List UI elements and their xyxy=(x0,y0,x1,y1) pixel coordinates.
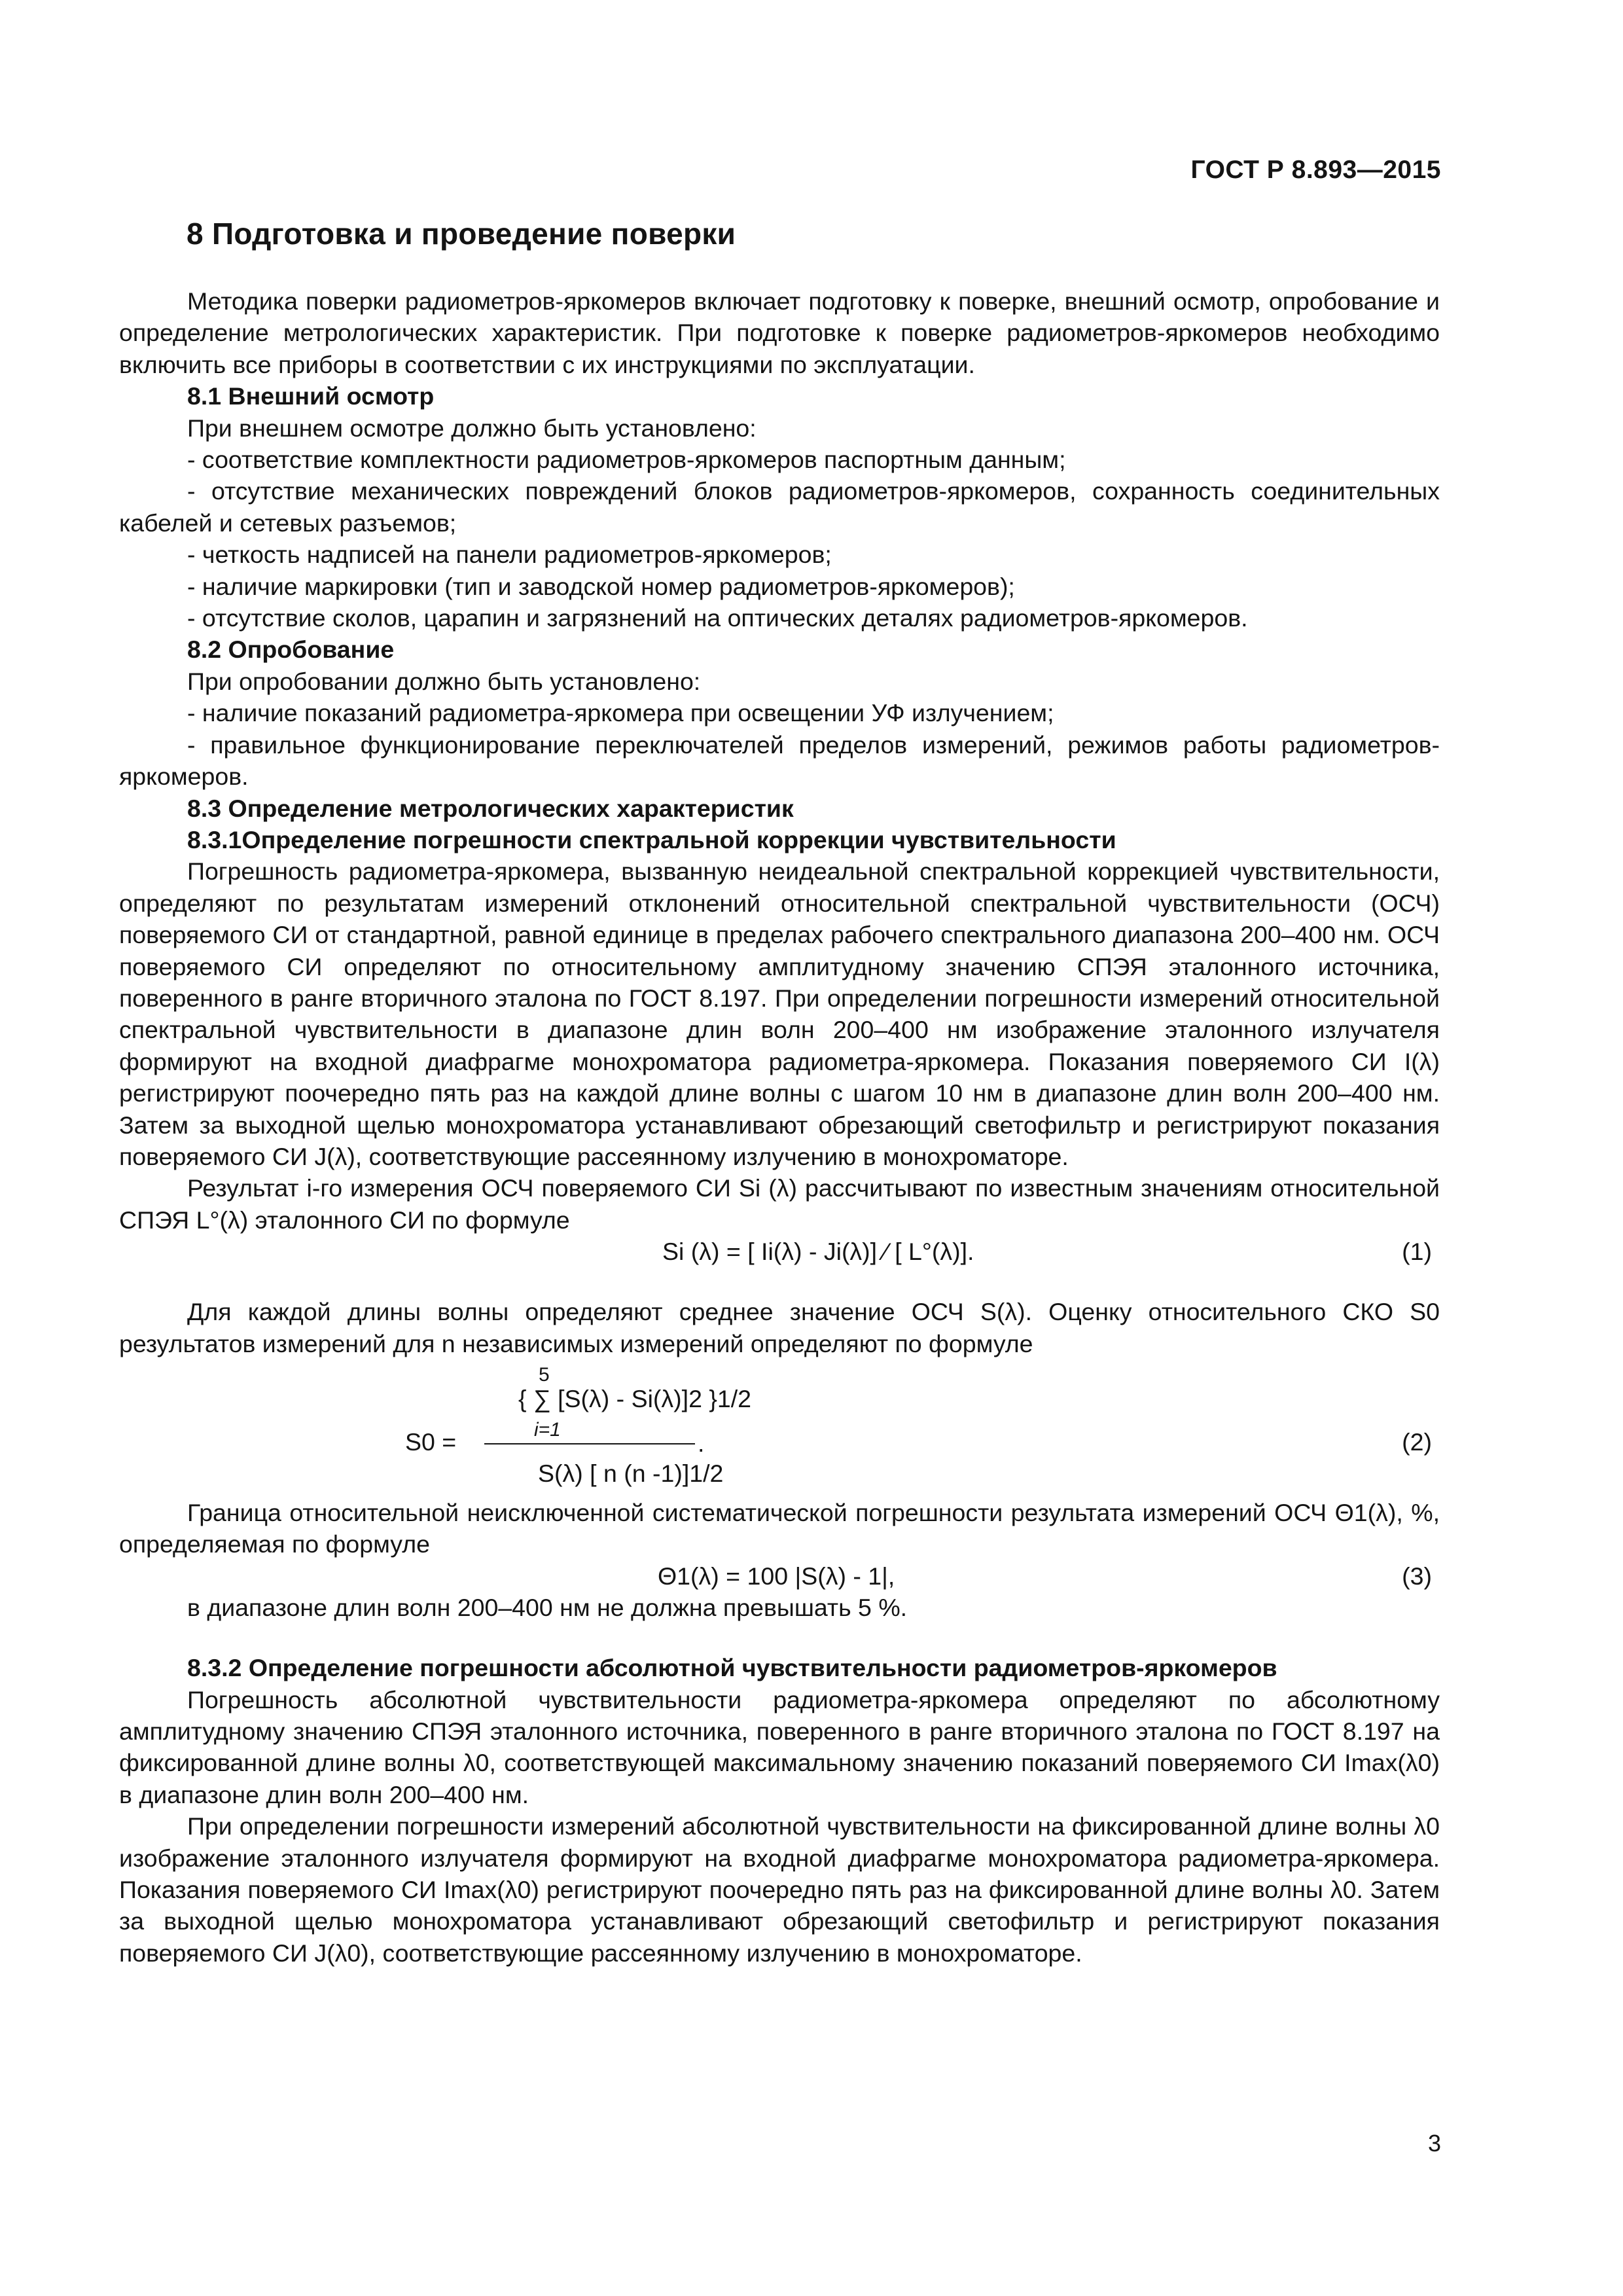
paragraph-8-3-1-d: Граница относительной неисключенной систематической погрешности результата измерений ОСЧ Θ1(λ), %, определяемая по формуле xyxy=(119,1499,1440,1558)
list-item: - наличие маркировки (тип и заводской номер радиометров-яркомеров); xyxy=(187,572,1015,600)
paragraph-8-3-2-a: Погрешность абсолютной чувствительности радиометра-яркомера определяют по абсолютному амплитудному значению СПЭЯ эталонного источника, поверенного в ранге вторичного эталона по ГОСТ 8.197 на фиксированной длине волны λ0, соответствующей максимальному значению показаний поверяемого СИ Imax(λ0) в диапазоне длин волн 200–400 нм. xyxy=(119,1685,1440,1808)
list-item: - отсутствие сколов, царапин и загрязнений на оптических деталях радиометров-яркомеров. xyxy=(187,604,1248,632)
document-body xyxy=(119,285,1440,1969)
list-item: - соответствие комплектности радиометров-яркомеров паспортным данным; xyxy=(187,446,1066,474)
page-number: 3 xyxy=(1427,2130,1441,2157)
sum-upper-limit: 5 xyxy=(539,1364,550,1386)
equation-3 xyxy=(119,1560,1440,1592)
paragraph-8-3-2-b: При определении погрешности измерений абсолютной чувствительности на фиксированной длине волны λ0 изображение эталонного излучателя формируют на входной диафрагме монохроматора радиометра-яркомера. Показания поверяемого СИ Imax(λ0) регистрируют поочередно пять раз на фиксированной длине волны λ0. Затем за выходной щелью монохроматора устанавливают обрезающий светофильтр и регистрируют показания поверяемого СИ J(λ0), соответствующие рассеянному излучению в монохроматоре. xyxy=(119,1812,1440,1967)
equation-1 xyxy=(119,1236,1440,1267)
subsection-title-8-3: 8.3 Определение метрологических характеристик xyxy=(187,794,794,822)
subsection-title-8-1: 8.1 Внешний осмотр xyxy=(187,382,435,410)
equation-2 xyxy=(119,1359,1440,1497)
subsection-title-8-3-1: 8.3.1Определение погрешности спектральной коррекции чувствительности xyxy=(187,825,1116,853)
paragraph-8-3-1-e: в диапазоне длин волн 200–400 нм не должна превышать 5 %. xyxy=(187,1593,908,1621)
sum-lower-limit: i=1 xyxy=(534,1419,561,1441)
paragraph-8-3-1-b: Результат i-го измерения ОСЧ поверяемого СИ Si (λ) рассчитывают по известным значениям относительной СПЭЯ L°(λ) эталонного СИ по формуле xyxy=(119,1174,1440,1234)
paragraph-8-2-lead: При опробовании должно быть установлено: xyxy=(187,667,701,695)
fraction-bar xyxy=(484,1443,695,1444)
paragraph-8-1-lead: При внешнем осмотре должно быть установлено: xyxy=(187,414,757,442)
equation-3-number: (3) xyxy=(1402,1562,1432,1590)
subsection-title-8-3-2: 8.3.2 Определение погрешности абсолютной чувствительности радиометров-яркомеров xyxy=(187,1654,1277,1682)
document-header: ГОСТ Р 8.893—2015 xyxy=(1190,156,1441,184)
subsection-title-8-2: 8.2 Опробование xyxy=(187,636,395,664)
list-item: - четкость надписей на панели радиометров-яркомеров; xyxy=(187,541,832,569)
equation-3-body: Θ1(λ) = 100 |S(λ) - 1|, xyxy=(658,1562,895,1590)
intro-paragraph: Методика поверки радиометров-яркомеров включает подготовку к поверке, внешний осмотр, опробование и определение метрологических характеристик. При подготовке к поверке радиометров-яркомеров необходимо включить все приборы в соответствии с их инструкциями по эксплуатации. xyxy=(119,287,1440,378)
equation-2-number: (2) xyxy=(1402,1428,1432,1456)
equation-2-numerator: { ∑ [S(λ) - Si(λ)]2 }1/2 xyxy=(518,1385,751,1412)
equation-1-body: Si (λ) = [ Ii(λ) - Ji(λ)] ⁄ [ L°(λ)]. xyxy=(662,1238,974,1266)
equation-2-denominator: S(λ) [ n (n -1)]1/2 xyxy=(538,1460,724,1487)
paragraph-8-3-1-c: Для каждой длины волны определяют среднее значение ОСЧ S(λ). Оценку относительного СКО S0 результатов измерений для n независимых измерений определяют по формуле xyxy=(119,1298,1440,1357)
paragraph-8-3-1-a: Погрешность радиометра-яркомера, вызванную неидеальной спектральной коррекцией чувствительности, определяют по результатам измерений отклонений относительной спектральной чувствительности (ОСЧ) поверяемого СИ от стандартной, равной единице в пределах рабочего спектрального диапазона 200–400 нм. ОСЧ поверяемого СИ определяют по относительному амплитудному значению СПЭЯ эталонного источника, поверенного в ранге вторичного эталона по ГОСТ 8.197. При определении погрешности измерений относительной спектральной чувствительности в диапазоне длин волн 200–400 нм изображение эталонного излучателя формируют на входной диафрагме монохроматора радиометра-яркомера. Показания поверяемого СИ I(λ) регистрируют поочередно пять раз на каждой длине волны с шагом 10 нм в диапазоне длин волн 200–400 нм. Затем за выходной щелью монохроматора устанавливают обрезающий светофильтр и регистрируют показания поверяемого СИ J(λ), соответствующие рассеянному излучению в монохроматоре. xyxy=(119,857,1440,1170)
list-item: - наличие показаний радиометра-яркомера при освещении УФ излучением; xyxy=(187,699,1054,727)
list-item: - отсутствие механических повреждений блоков радиометров-яркомеров, сохранность соединительных кабелей и сетевых разъемов; xyxy=(119,477,1440,537)
section-title: 8 Подготовка и проведение поверки xyxy=(187,217,736,251)
list-item: - правильное функционирование переключателей пределов измерений, режимов работы радиометров-яркомеров. xyxy=(119,730,1440,791)
equation-2-lhs: S0 = xyxy=(405,1428,457,1456)
equation-2-tail: . xyxy=(698,1429,705,1457)
equation-1-number: (1) xyxy=(1402,1238,1432,1266)
